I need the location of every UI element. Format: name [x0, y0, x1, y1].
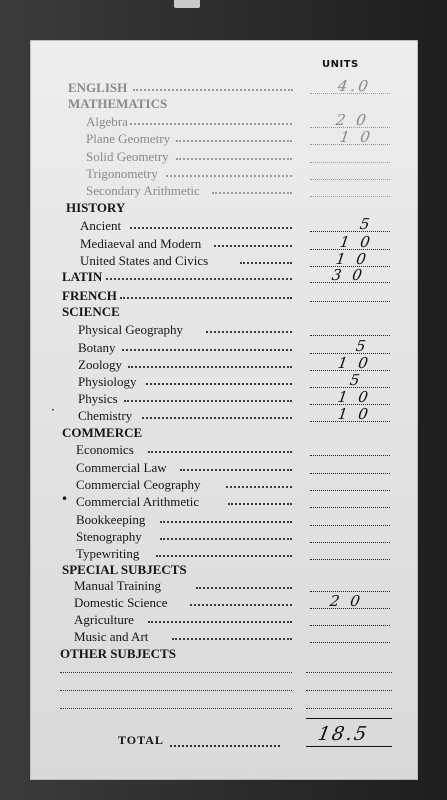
- dot-leader: [214, 245, 292, 247]
- dot-leader: [228, 503, 292, 505]
- units-value: 2 0: [328, 592, 365, 610]
- units-line: [310, 507, 390, 508]
- dot-leader: [226, 486, 292, 488]
- subject-label: Typewriting: [76, 546, 140, 561]
- subject-label: Stenography: [76, 529, 142, 544]
- dot-leader: [120, 297, 292, 299]
- subject-label: SPECIAL SUBJECTS: [62, 562, 187, 577]
- subject-row-commerce: [0, 425, 447, 441]
- subject-row-plane-geometry: [0, 128, 447, 147]
- subject-label: Physical Geography: [78, 322, 184, 337]
- total-units-line: [306, 746, 392, 747]
- units-line: [310, 542, 390, 543]
- subject-row-stenography: [0, 529, 447, 545]
- blank-units-line: [306, 672, 392, 673]
- subject-row-typewriting: [0, 546, 447, 562]
- units-value: 1 0: [334, 250, 371, 268]
- subject-label: Algebra: [86, 114, 128, 129]
- units-line: [310, 455, 390, 456]
- dot-leader: [142, 417, 292, 419]
- subject-label: SCIENCE: [62, 304, 120, 319]
- dot-leader: [128, 366, 292, 368]
- dot-leader: [148, 621, 292, 623]
- subject-label: Commercial Arithmetic: [76, 494, 200, 509]
- subject-label: Plane Geometry: [86, 131, 171, 146]
- subject-row-other-subjects: [0, 646, 447, 662]
- clip-tab: [174, 0, 200, 8]
- units-line: [310, 179, 390, 180]
- blank-subject-line: [60, 672, 292, 673]
- subject-row-ancient: [0, 215, 447, 234]
- subject-label: Secondary Arithmetic: [86, 183, 200, 198]
- subject-row-english: [0, 77, 447, 96]
- dot-leader: [206, 331, 292, 333]
- subject-label: Bookkeeping: [76, 512, 146, 527]
- units-value: 1 0: [336, 405, 373, 423]
- subject-label: Manual Training: [74, 578, 162, 593]
- units-value: 1 0: [338, 128, 375, 146]
- subject-label: Commercial Law: [76, 460, 167, 475]
- subject-label: LATIN: [62, 269, 103, 284]
- units-line: [310, 162, 390, 163]
- subject-label: Chemistry: [78, 408, 133, 423]
- dot-leader: [122, 349, 292, 351]
- dot-leader: [180, 469, 292, 471]
- subject-label: FRENCH: [62, 288, 117, 303]
- units-value: 1 0: [338, 233, 375, 251]
- subject-label: Mediaeval and Modern: [80, 236, 202, 251]
- subject-row-commercial-geography: [0, 477, 447, 493]
- subject-label: Music and Art: [74, 629, 149, 644]
- subject-label: COMMERCE: [62, 425, 143, 440]
- subject-row-history: [0, 200, 447, 216]
- subject-row-trigonometry: [0, 166, 447, 182]
- total-value: 18.5: [316, 723, 371, 745]
- subject-row-bookkeeping: [0, 512, 447, 528]
- dot-leader: [130, 123, 292, 125]
- subject-label: Physics: [78, 391, 118, 406]
- units-line: [310, 473, 390, 474]
- dot-leader: [146, 383, 292, 385]
- units-line: [310, 335, 390, 336]
- dot-leader: [176, 158, 292, 160]
- subject-row-mathematics: [0, 96, 447, 112]
- dot-leader: [190, 604, 292, 606]
- units-line: [310, 490, 390, 491]
- subject-row-domestic-science: [0, 592, 447, 611]
- blank-units-line: [306, 690, 392, 691]
- subject-label: Botany: [78, 340, 116, 355]
- subject-label: Domestic Science: [74, 595, 168, 610]
- bullet-dot: •: [61, 492, 69, 506]
- dot-leader: [176, 140, 292, 142]
- subject-row-special-subjects: [0, 562, 447, 578]
- units-line: [310, 301, 390, 302]
- subject-label: OTHER SUBJECTS: [60, 646, 176, 661]
- dot-leader: [160, 538, 292, 540]
- dot-leader: [106, 278, 292, 280]
- subject-label: Economics: [76, 442, 134, 457]
- units-value: 5: [354, 337, 370, 355]
- total-separator-rule: [306, 718, 392, 719]
- subject-label-part: Ceography: [143, 477, 201, 492]
- blank-subject-line: [60, 690, 292, 691]
- subject-label: Commercial Ceography: [76, 477, 201, 492]
- subject-label: Physiology: [78, 374, 137, 389]
- units-line: [310, 559, 390, 560]
- dot-leader: [212, 192, 292, 194]
- subject-row-science: [0, 304, 447, 320]
- units-value: 5: [348, 371, 364, 389]
- subject-row-solid-geometry: [0, 149, 447, 165]
- units-header: UNITS: [322, 59, 359, 70]
- margin-dot: ·: [51, 403, 55, 417]
- subject-label: Trigonometry: [86, 166, 158, 181]
- units-line: [310, 642, 390, 643]
- total-label: TOTAL: [118, 733, 164, 747]
- subject-label: ENGLISH: [68, 80, 128, 95]
- blank-units-line: [306, 708, 392, 709]
- units-value: 5: [358, 215, 374, 233]
- units-line: [310, 525, 390, 526]
- subject-label: United States and Civics: [80, 253, 209, 268]
- dot-leader: [133, 89, 293, 91]
- subject-row-economics: [0, 442, 447, 458]
- subject-label: Agriculture: [74, 612, 134, 627]
- subject-row-secondary-arithmetic: [0, 183, 447, 199]
- dot-leader: [196, 587, 292, 589]
- subject-label: Solid Geometry: [86, 149, 169, 164]
- units-value: 1 0: [336, 354, 373, 372]
- subject-label: Ancient: [80, 218, 122, 233]
- dot-leader: [156, 555, 292, 557]
- units-value: 3 0: [330, 266, 367, 284]
- dot-leader: [148, 451, 292, 453]
- units-value: 1 0: [336, 388, 373, 406]
- subject-label: HISTORY: [66, 200, 126, 215]
- subject-row-commercial-law: [0, 460, 447, 476]
- dot-leader: [240, 262, 292, 264]
- dot-leader: [130, 227, 292, 229]
- subject-row-chemistry: [0, 405, 447, 424]
- subject-label: MATHEMATICS: [68, 96, 168, 111]
- units-value: 4.0: [336, 77, 373, 95]
- subject-row-french: [0, 288, 447, 304]
- subject-label: Zoology: [78, 357, 123, 372]
- subject-row-latin: [0, 266, 447, 285]
- units-line: [310, 196, 390, 197]
- dot-leader: [124, 400, 292, 402]
- subject-row-music-and-art: [0, 629, 447, 645]
- units-line: [310, 625, 390, 626]
- subject-row-agriculture: [0, 612, 447, 628]
- blank-subject-line: [60, 708, 292, 709]
- dot-leader: [166, 175, 292, 177]
- subject-row-physical-geography: [0, 322, 447, 338]
- dot-leader: [160, 521, 292, 523]
- subject-row-commercial-arithmetic: [0, 494, 447, 510]
- total-dot-leader: [170, 745, 280, 747]
- dot-leader: [172, 638, 292, 640]
- units-value: 2 0: [334, 111, 371, 129]
